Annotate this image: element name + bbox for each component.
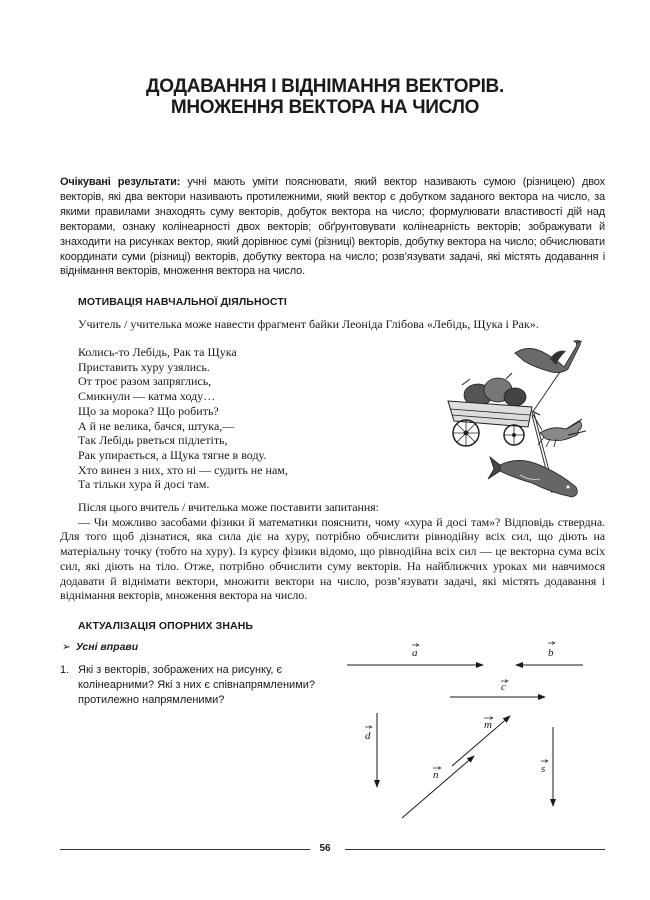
- title-line-2: МНОЖЕННЯ ВЕКТОРА НА ЧИСЛО: [170, 97, 480, 118]
- svg-text:b: b: [548, 647, 554, 659]
- poem-line: Та тільки хура й досі там.: [78, 477, 210, 492]
- vector-s-label: [541, 760, 548, 776]
- expected-results-label: Очікувані результати:: [60, 176, 181, 188]
- bullet-arrow-icon: ➢: [62, 641, 71, 653]
- poem-line: Приставить хуру узялись.: [78, 359, 210, 374]
- svg-text:c: c: [501, 681, 506, 693]
- exercise-text: Які з векторів, зображених на рисунку, є колінеарними? Які з них є співнапрямленими? протилежно напрямленими?: [78, 664, 315, 706]
- vector-d-label: [365, 726, 372, 743]
- svg-text:d: d: [365, 730, 371, 742]
- vector-n: [402, 756, 474, 818]
- after-body-text: — Чи можливо засобами фізики й математики пояснити, чому «хура й досі там»? Відповідь ствердна. Для того щоб дізнатися, яка сила діє на хуру, потрібно обчислити рівнодійну всіх сил, що діють на матеріальну точку (тобто на хуру). Із курсу фізики відомо, що рівнодійна всіх сил — це векторна сума всіх сил, які діють на тіло. Отже, потрібно обчислити суму векторів. На найближчих уроках ми навчимося додавати й віднімати вектори, множити вектори на число, розв’язувати задачі, які містять додавання і віднімання векторів, множення вектора на число.: [60, 514, 605, 603]
- motivation-intro: Учитель / учителька може навести фрагмент байки Леоніда Глібова «Лебідь, Щука і Рак».: [78, 317, 539, 331]
- poem-line: Смикнули — катма ходу…: [78, 389, 216, 404]
- actualization-heading: АКТУАЛІЗАЦІЯ ОПОРНИХ ЗНАНЬ: [78, 620, 254, 632]
- footer-rule-right: [345, 849, 605, 850]
- footer-rule-left: [60, 849, 310, 850]
- poem-line: От троє разом запряглись,: [78, 374, 212, 389]
- expected-results-text: учні мають уміти пояснювати, який вектор називають сумою (різницею) двох векторів, які два вектори називають протилежними, який вектор є добутком заданого вектора на число, за якими правилами знаходять суму векторів, добуток вектора на число; формулювати властивості дій над векторами, ознаку колінеарності двох векторів; обґрунтовувати колінеарність векторів; зображувати й знаходити на рисунках вектор, який дорівнює сумі (різниці) векторів, добутку вектора на число; обчислювати координати суми (різниці) векторів, добутку вектора на число; розв’язувати задачі, які містять додавання і віднімання векторів, множення вектора на число.: [60, 176, 605, 278]
- title-line-1: ДОДАВАННЯ І ВІДНІМАННЯ ВЕКТОРІВ.: [146, 76, 504, 97]
- vector-b-label: [548, 642, 555, 660]
- svg-text:n: n: [433, 769, 439, 781]
- motivation-heading: МОТИВАЦІЯ НАВЧАЛЬНОЇ ДІЯЛЬНОСТІ: [78, 296, 287, 308]
- svg-text:m: m: [484, 719, 492, 731]
- poem-line: А й не велика, бачся, штука,—: [78, 418, 235, 433]
- vector-m-label: [484, 717, 493, 732]
- after-intro: Після цього вчитель / вчителька може поставити запитання:: [78, 500, 379, 514]
- vector-n-label: [433, 767, 441, 782]
- poem-line: Рак упирається, а Щука тягне в воду.: [78, 447, 267, 462]
- vector-a-label: [412, 644, 419, 660]
- poem-line: Так Лебідь рветься підлетіть,: [78, 433, 228, 448]
- vector-m: [452, 716, 510, 766]
- poem-line: Що за морока? Що робить?: [78, 403, 219, 418]
- oral-exercises-label: Усні вправи: [75, 641, 139, 653]
- page-number: 56: [319, 843, 331, 854]
- poem-line: Хто винен з них, хто ні — судить не нам,: [78, 462, 288, 477]
- poem-line: Колись-то Лебідь, Рак та Щука: [78, 345, 237, 359]
- svg-text:a: a: [412, 647, 418, 659]
- vector-c-label: [501, 680, 508, 694]
- svg-text:s: s: [541, 763, 546, 775]
- exercise-number: 1.: [60, 664, 70, 676]
